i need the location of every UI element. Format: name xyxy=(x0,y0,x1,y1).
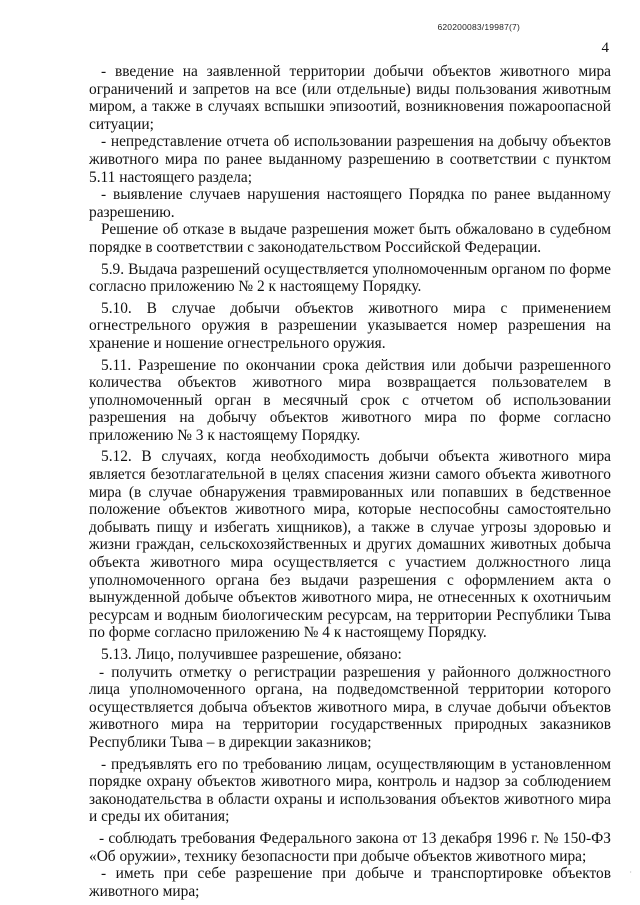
paragraph-violation-detected: - выявление случаев нарушения настоящего Порядка по ранее выданному разрешению. xyxy=(89,186,611,221)
paragraph-5-11: 5.11. Разрешение по окончании срока действия или добычи разрешенного количества объектов животного мира возвращается пользователем в уполномоченный орган в месячный срок с отчетом об использовании разрешения на добычу объектов животного мира по форме согласно приложению № 3 к настоящему Порядку. xyxy=(89,356,611,444)
document-body xyxy=(89,63,611,900)
paragraph-registration-mark: - получить отметку о регистрации разрешения у районного должностного лица уполномоченного органа, на подведомственной территории которого осуществляется добыча объектов животного мира, в случае добычи объектов животного мира на территории государственных природных заказников Республики Тыва – в дирекции заказников; xyxy=(89,663,611,751)
scan-speck: · xyxy=(629,868,632,877)
document-code: 620200083/19987(7) xyxy=(437,22,520,32)
paragraph-5-13: 5.13. Лицо, получившее разрешение, обязано: xyxy=(101,646,402,663)
paragraph-5-9: 5.9. Выдача разрешений осуществляется уполномоченным органом по форме согласно приложению № 2 к настоящему Порядку. xyxy=(89,260,611,296)
paragraph-restriction-introduction: - введение на заявленной территории добычи объектов животного мира ограничений и запретов на все (или отдельные) виды пользования животным миром, а также в случаях вспышки эпизоотий, возникновения пожароопасной ситуации; xyxy=(89,63,611,133)
page-number: 4 xyxy=(601,40,609,56)
paragraph-weapons-law: - соблюдать требования Федерального закона от 13 декабря 1996 г. № 150-ФЗ «Об оружии», технику безопасности при добыче объектов животного мира; xyxy=(89,829,611,865)
paragraph-5-12: 5.12. В случаях, когда необходимость добычи объекта животного мира является безотлагательной в целях спасения жизни самого объекта животного мира (в случае обнаружения травмированных или попавших в бедственное положение объектов животного мира, которые неспособны самостоятельно добывать пищу и избегать хищников), а также в случае угрозы здоровью и жизни граждан, сельскохозяйственных и других домашних животных добыча объекта животного мира осуществляется с участием должностного лица уполномоченного органа без выдачи разрешения с оформлением акта о вынужденной добыче объектов животного мира, не отнесенных к охотничьим ресурсам и водным биологическим ресурсам, на территории Республики Тыва по форме согласно приложению № 4 к настоящему Порядку. xyxy=(89,448,611,642)
paragraph-present-on-demand: - предъявлять его по требованию лицам, осуществляющим в установленном порядке охрану объектов животного мира, контроль и надзор за соблюдением законодательства в области охраны и использования объектов животного мира и среды их обитания; xyxy=(89,755,611,826)
paragraph-carry-permit: - иметь при себе разрешение при добыче и транспортировке объектов животного мира; xyxy=(89,865,611,900)
paragraph-report-not-submitted: - непредставление отчета об использовании разрешения на добычу объектов животного мира по ранее выданному разрешению в соответствии с пунктом 5.11 настоящего раздела; xyxy=(89,133,611,186)
paragraph-5-10: 5.10. В случае добычи объектов животного мира с применением огнестрельного оружия в разрешении указывается номер разрешения на хранение и ношение огнестрельного оружия. xyxy=(89,299,611,352)
paragraph-refusal-appeal: Решение об отказе в выдаче разрешения может быть обжаловано в судебном порядке в соответствии с законодательством Российской Федерации. xyxy=(89,221,611,256)
